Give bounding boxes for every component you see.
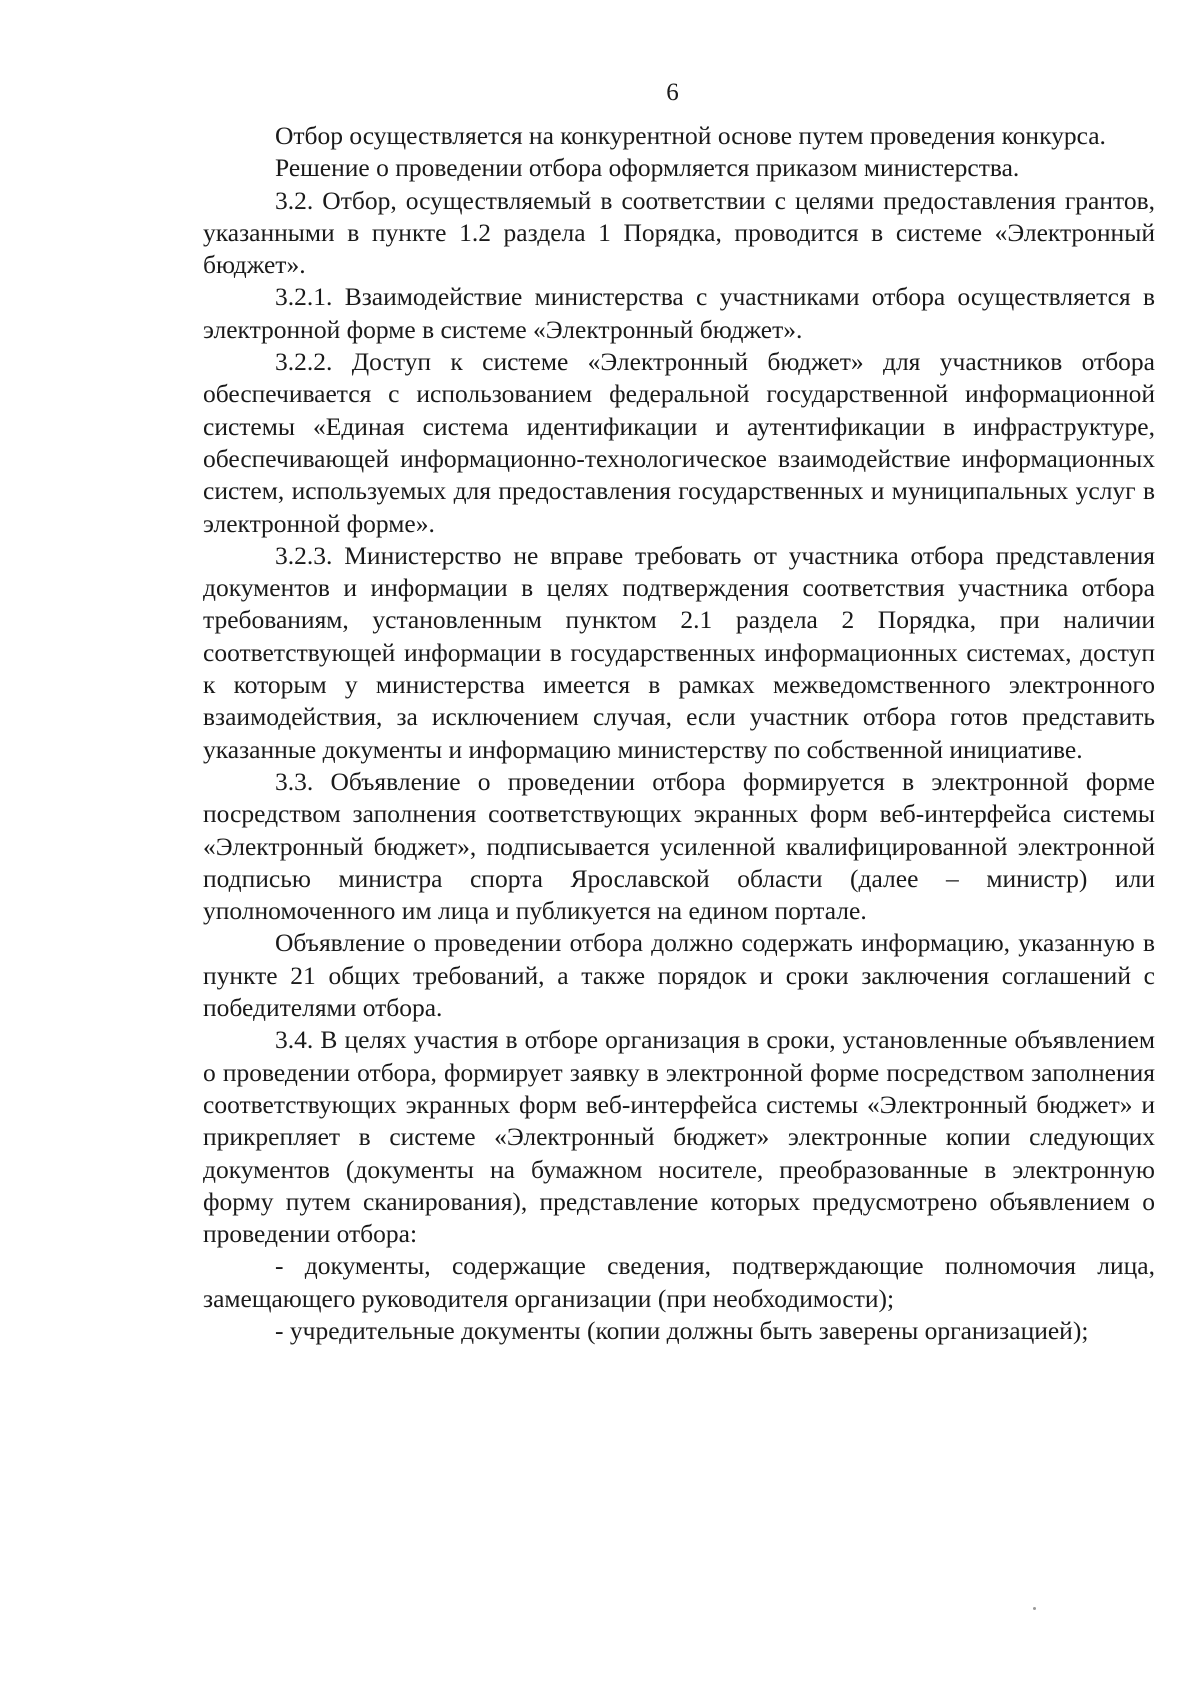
- paragraph-selection-basis: Отбор осуществляется на конкурентной основе путем проведения конкурса.: [275, 121, 1106, 150]
- paragraph-3-4: 3.4. В целях участия в отборе организация в сроки, установленные объявлением о проведении отбора, формирует заявку в электронной форме посредством заполнения соответствующих экранных форм веб-интерфейса системы «Электронный бюджет» и прикрепляет в системе «Электронный бюджет» электронные копии следующих документов (документы на бумажном носителе, преобразованные в электронную форму путем сканирования), представление которых предусмотрено объявлением о проведении отбора:: [203, 1025, 1155, 1249]
- paragraph-decision-order: Решение о проведении отбора оформляется приказом министерства.: [275, 153, 1020, 183]
- page-number: 6: [666, 79, 679, 106]
- paragraph-3-3: 3.3. Объявление о проведении отбора формируется в электронной форме посредством заполнения соответствующих экранных форм веб-интерфейса системы «Электронный бюджет», подписывается усиленной квалифицированной электронной подписью министра спорта Ярославской области (далее – министр) или уполномоченного им лица и публикуется на едином портале.: [203, 766, 1155, 926]
- document-body: [203, 120, 1155, 1347]
- paragraph-3-2-2: 3.2.2. Доступ к системе «Электронный бюджет» для участников отбора обеспечивается с использованием федеральной государственной информационной системы «Единая система идентификации и аутентификации в инфраструктуре, обеспечивающей информационно-технологическое взаимодействие информационных систем, используемых для предоставления государственных и муниципальных услуг в электронной форме».: [203, 347, 1155, 538]
- list-item-founding-documents: - учредительные документы (копии должны быть заверены организацией);: [275, 1315, 1089, 1345]
- paragraph-3-2-1: 3.2.1. Взаимодействие министерства с участниками отбора осуществляется в электронной форме в системе «Электронный бюджет».: [203, 282, 1155, 344]
- paragraph-3-2-3: 3.2.3. Министерство не вправе требовать от участника отбора представления документов и информации в целях подтверждения соответствия участника отбора требованиям, установленным пунктом 2.1 раздела 2 Порядка, при наличии соответствующей информации в государственных информационных системах, доступ к которым у министерства имеется в рамках межведомственного электронного взаимодействия, за исключением случая, если участник отбора готов представить указанные документы и информацию министерству по собственной инициативе.: [203, 540, 1155, 764]
- list-item-authority-documents: - документы, содержащие сведения, подтверждающие полномочия лица, замещающего руководителя организации (при необходимости);: [203, 1251, 1155, 1313]
- scan-speck: [1033, 1607, 1036, 1610]
- paragraph-announcement-content: Объявление о проведении отбора должно содержать информацию, указанную в пункте 21 общих требований, а также порядок и сроки заключения соглашений с победителями отбора.: [203, 928, 1155, 1023]
- paragraph-3-2: 3.2. Отбор, осуществляемый в соответствии с целями предоставления грантов, указанными в пункте 1.2 раздела 1 Порядка, проводится в системе «Электронный бюджет».: [203, 185, 1155, 280]
